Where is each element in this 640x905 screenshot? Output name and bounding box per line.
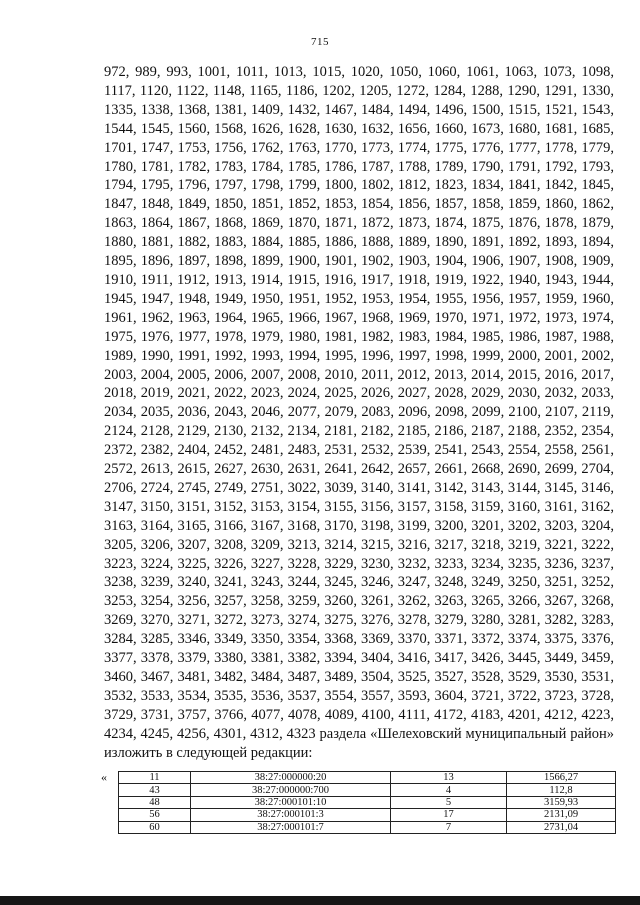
count-cell: 4: [391, 784, 507, 796]
cadastral-number-cell: 38:27:000101:10: [191, 796, 391, 808]
area-cell: 1566,27: [507, 772, 616, 784]
opening-quote-mark: «: [101, 770, 107, 784]
cadastral-number-cell: 38:27:000101:7: [191, 821, 391, 833]
row-number-cell: 48: [119, 796, 191, 808]
count-cell: 7: [391, 821, 507, 833]
row-number-cell: 43: [119, 784, 191, 796]
page-number: 715: [311, 36, 329, 48]
table-row: [119, 796, 616, 808]
area-cell: 2731,04: [507, 821, 616, 833]
scan-edge-bar: [0, 896, 640, 905]
area-cell: 112,8: [507, 784, 616, 796]
body-paragraph: 972, 989, 993, 1001, 1011, 1013, 1015, 1020, 1050, 1060, 1061, 1063, 1073, 1098, 1117, 1120, 1122, 1148, 1165, 1186, 1202, 1205, 1272, 1284, 1288, 1290, 1291, 1330, 1335, 1338, 1368, 1381, 1409, 1432, 1467, 1484, 1494, 1496, 1500, 1515, 1521, 1543, 1544, 1545, 1560, 1568, 1626, 1628, 1630, 1632, 1656, 1660, 1673, 1680, 1681, 1685, 1701, 1747, 1753, 1756, 1762, 1763, 1770, 1773, 1774, 1775, 1776, 1777, 1778, 1779, 1780, 1781, 1782, 1783, 1784, 1785, 1786, 1787, 1788, 1789, 1790, 1791, 1792, 1793, 1794, 1795, 1796, 1797, 1798, 1799, 1800, 1802, 1812, 1823, 1834, 1841, 1842, 1845, 1847, 1848, 1849, 1850, 1851, 1852, 1853, 1854, 1856, 1857, 1858, 1859, 1860, 1862, 1863, 1864, 1867, 1868, 1869, 1870, 1871, 1872, 1873, 1874, 1875, 1876, 1878, 1879, 1880, 1881, 1882, 1883, 1884, 1885, 1886, 1888, 1889, 1890, 1891, 1892, 1893, 1894, 1895, 1896, 1897, 1898, 1899, 1900, 1901, 1902, 1903, 1904, 1906, 1907, 1908, 1909, 1910, 1911, 1912, 1913, 1914, 1915, 1916, 1917, 1918, 1919, 1922, 1940, 1943, 1944, 1945, 1947, 1948, 1949, 1950, 1951, 1952, 1953, 1954, 1955, 1956, 1957, 1959, 1960, 1961, 1962, 1963, 1964, 1965, 1966, 1967, 1968, 1969, 1970, 1971, 1972, 1973, 1974, 1975, 1976, 1977, 1978, 1979, 1980, 1981, 1982, 1983, 1984, 1985, 1986, 1987, 1988, 1989, 1990, 1991, 1992, 1993, 1994, 1995, 1996, 1997, 1998, 1999, 2000, 2001, 2002, 2003, 2004, 2005, 2006, 2007, 2008, 2010, 2011, 2012, 2013, 2014, 2015, 2016, 2017, 2018, 2019, 2021, 2022, 2023, 2024, 2025, 2026, 2027, 2028, 2029, 2030, 2032, 2033, 2034, 2035, 2036, 2043, 2046, 2077, 2079, 2083, 2096, 2098, 2099, 2100, 2107, 2119, 2124, 2128, 2129, 2130, 2132, 2134, 2181, 2182, 2185, 2186, 2187, 2188, 2352, 2354, 2372, 2382, 2404, 2452, 2481, 2483, 2531, 2532, 2539, 2541, 2543, 2554, 2558, 2561, 2572, 2613, 2615, 2627, 2630, 2631, 2641, 2642, 2657, 2661, 2668, 2690, 2699, 2704, 2706, 2724, 2745, 2749, 2751, 3022, 3039, 3140, 3141, 3142, 3143, 3144, 3145, 3146, 3147, 3150, 3151, 3152, 3153, 3154, 3155, 3156, 3157, 3158, 3159, 3160, 3161, 3162, 3163, 3164, 3165, 3166, 3167, 3168, 3170, 3198, 3199, 3200, 3201, 3202, 3203, 3204, 3205, 3206, 3207, 3208, 3209, 3213, 3214, 3215, 3216, 3217, 3218, 3219, 3221, 3222, 3223, 3224, 3225, 3226, 3227, 3228, 3229, 3230, 3232, 3233, 3234, 3235, 3236, 3237, 3238, 3239, 3240, 3241, 3243, 3244, 3245, 3246, 3247, 3248, 3249, 3250, 3251, 3252, 3253, 3254, 3256, 3257, 3258, 3259, 3260, 3261, 3262, 3263, 3265, 3266, 3267, 3268, 3269, 3270, 3271, 3272, 3273, 3274, 3275, 3276, 3278, 3279, 3280, 3281, 3282, 3283, 3284, 3285, 3346, 3349, 3350, 3354, 3368, 3369, 3370, 3371, 3372, 3374, 3375, 3376, 3377, 3378, 3379, 3380, 3381, 3382, 3394, 3404, 3416, 3417, 3426, 3445, 3449, 3459, 3460, 3467, 3481, 3482, 3484, 3487, 3489, 3504, 3525, 3527, 3528, 3529, 3530, 3531, 3532, 3533, 3534, 3535, 3536, 3537, 3554, 3557, 3593, 3604, 3721, 3722, 3723, 3728, 3729, 3731, 3757, 3766, 4077, 4078, 4089, 4100, 4111, 4172, 4183, 4201, 4212, 4223, 4234, 4245, 4256, 4301, 4312, 4323 раздела «Шелеховский муниципальный район» изложить в следующей редакции:: [104, 64, 614, 761]
count-cell: 5: [391, 796, 507, 808]
table-row: [119, 772, 616, 784]
table-row: [119, 809, 616, 821]
cadastral-number-cell: 38:27:000101:3: [191, 809, 391, 821]
cadastral-number-cell: 38:27:000000:700: [191, 784, 391, 796]
area-cell: 2131,09: [507, 809, 616, 821]
table-row: [119, 784, 616, 796]
row-number-cell: 60: [119, 821, 191, 833]
table-row: [119, 821, 616, 833]
cadastral-table: [118, 771, 616, 834]
count-cell: 17: [391, 809, 507, 821]
count-cell: 13: [391, 772, 507, 784]
cadastral-number-cell: 38:27:000000:20: [191, 772, 391, 784]
row-number-cell: 56: [119, 809, 191, 821]
row-number-cell: 11: [119, 772, 191, 784]
area-cell: 3159,93: [507, 796, 616, 808]
